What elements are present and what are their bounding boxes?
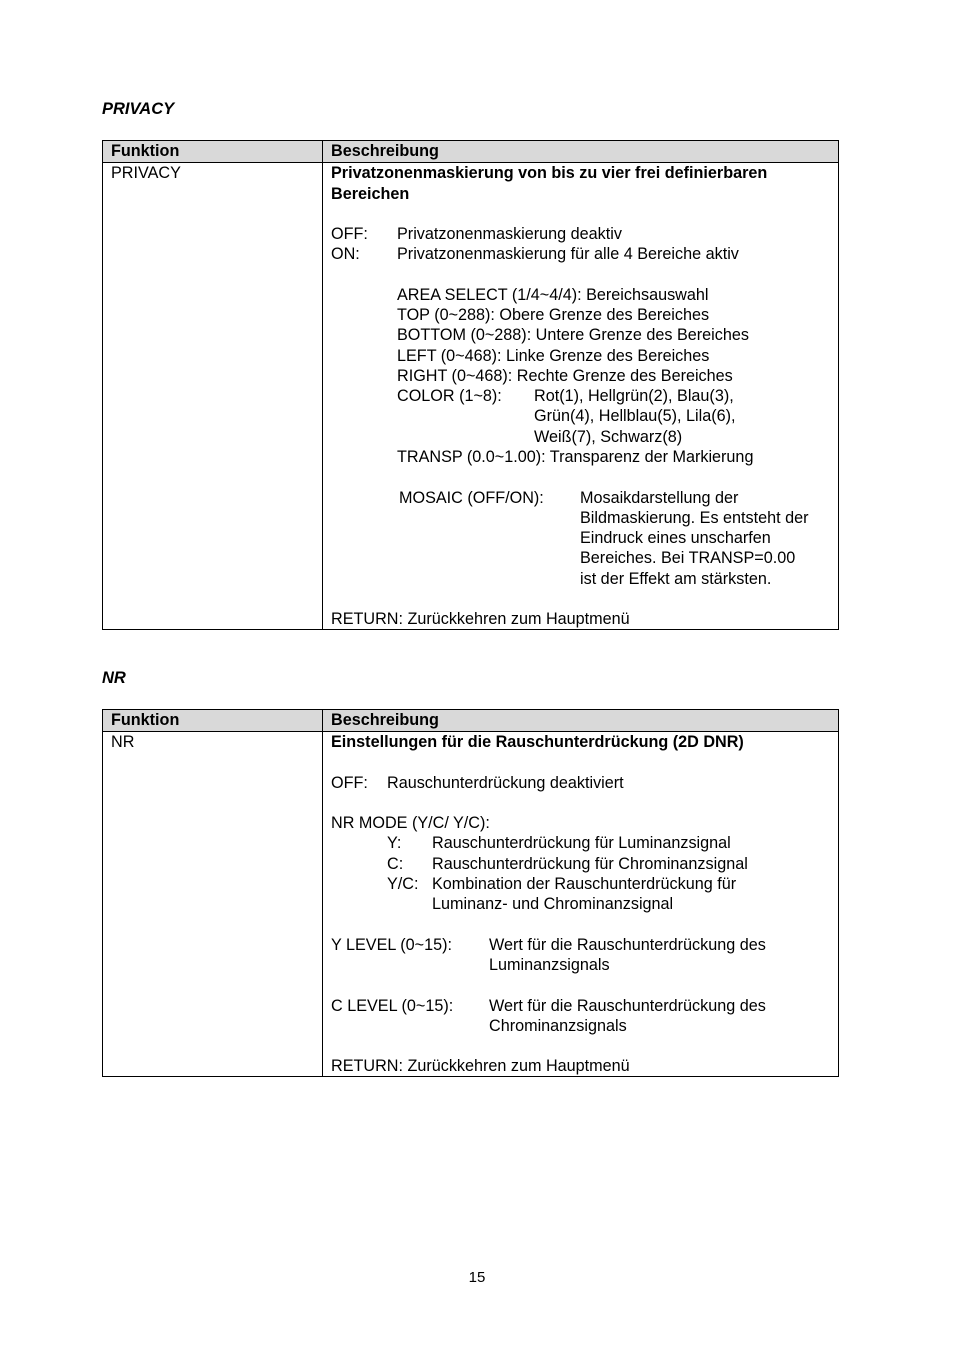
privacy-on-text: Privatzonenmaskierung für alle 4 Bereiche aktiv [397, 245, 739, 263]
nr-clevel-label: C LEVEL (0~15): [331, 997, 454, 1015]
nr-mode-label: NR MODE (Y/C/ Y/C): [331, 814, 490, 832]
nr-yc-text-1: Kombination der Rauschunterdrückung für [432, 875, 737, 893]
page-number: 15 [468, 1269, 486, 1286]
privacy-table-header [103, 141, 838, 163]
privacy-mosaic-line-4: Bereiches. Bei TRANSP=0.00 [580, 549, 796, 567]
privacy-mosaic-line-3: Eindruck eines unscharfen [580, 529, 771, 547]
privacy-mosaic-line-2: Bildmaskierung. Es entsteht der [580, 509, 809, 527]
nr-clevel-line-1: Wert für die Rauschunterdrückung des [489, 997, 766, 1015]
privacy-left: LEFT (0~468): Linke Grenze des Bereiches [397, 347, 710, 365]
privacy-header-description: Beschreibung [331, 142, 439, 160]
privacy-function-name: PRIVACY [111, 164, 181, 182]
privacy-area-select: AREA SELECT (1/4~4/4): Bereichsauswahl [397, 286, 709, 304]
nr-clevel-line-2: Chrominanzsignals [489, 1017, 627, 1035]
privacy-header-function: Funktion [111, 142, 180, 160]
nr-header-description: Beschreibung [331, 711, 439, 729]
nr-off-text: Rauschunterdrückung deaktiviert [387, 774, 624, 792]
nr-yc-label: Y/C: [387, 875, 419, 893]
privacy-desc-title-2: Bereichen [331, 185, 410, 203]
privacy-right: RIGHT (0~468): Rechte Grenze des Bereiches [397, 367, 733, 385]
nr-y-label: Y: [387, 834, 402, 852]
nr-ylevel-label: Y LEVEL (0~15): [331, 936, 453, 954]
privacy-column-divider [322, 141, 323, 629]
nr-yc-text-2: Luminanz- und Chrominanzsignal [432, 895, 674, 913]
nr-column-divider [322, 710, 323, 1076]
privacy-top: TOP (0~288): Obere Grenze des Bereiches [397, 306, 710, 324]
nr-ylevel-line-2: Luminanzsignals [489, 956, 610, 974]
nr-ylevel-line-1: Wert für die Rauschunterdrückung des [489, 936, 766, 954]
nr-table-header [103, 710, 838, 732]
privacy-color-line-3: Weiß(7), Schwarz(8) [534, 428, 683, 446]
nr-function-name: NR [111, 733, 135, 751]
privacy-on-label: ON: [331, 245, 360, 263]
privacy-mosaic-line-1: Mosaikdarstellung der [580, 489, 739, 507]
privacy-mosaic-label: MOSAIC (OFF/ON): [399, 489, 544, 507]
privacy-color-label: COLOR (1~8): [397, 387, 502, 405]
privacy-mosaic-line-5: ist der Effekt am stärksten. [580, 570, 772, 588]
nr-c-text: Rauschunterdrückung für Chrominanzsignal [432, 855, 748, 873]
privacy-section-title: PRIVACY [102, 100, 175, 118]
privacy-return: RETURN: Zurückkehren zum Hauptmenü [331, 610, 630, 628]
nr-desc-title: Einstellungen für die Rauschunterdrückung (2D DNR) [331, 733, 744, 751]
nr-header-function: Funktion [111, 711, 180, 729]
nr-c-label: C: [387, 855, 404, 873]
privacy-transp: TRANSP (0.0~1.00): Transparenz der Markierung [397, 448, 754, 466]
nr-off-label: OFF: [331, 774, 368, 792]
nr-return: RETURN: Zurückkehren zum Hauptmenü [331, 1057, 630, 1075]
privacy-desc-title-1: Privatzonenmaskierung von bis zu vier frei definierbaren [331, 164, 768, 182]
privacy-color-line-1: Rot(1), Hellgrün(2), Blau(3), [534, 387, 734, 405]
privacy-off-label: OFF: [331, 225, 368, 243]
nr-section-title: NR [102, 669, 126, 687]
privacy-bottom: BOTTOM (0~288): Untere Grenze des Bereiches [397, 326, 749, 344]
privacy-table [102, 140, 839, 630]
privacy-off-text: Privatzonenmaskierung deaktiv [397, 225, 622, 243]
nr-table [102, 709, 839, 1077]
nr-y-text: Rauschunterdrückung für Luminanzsignal [432, 834, 731, 852]
privacy-color-line-2: Grün(4), Hellblau(5), Lila(6), [534, 407, 736, 425]
